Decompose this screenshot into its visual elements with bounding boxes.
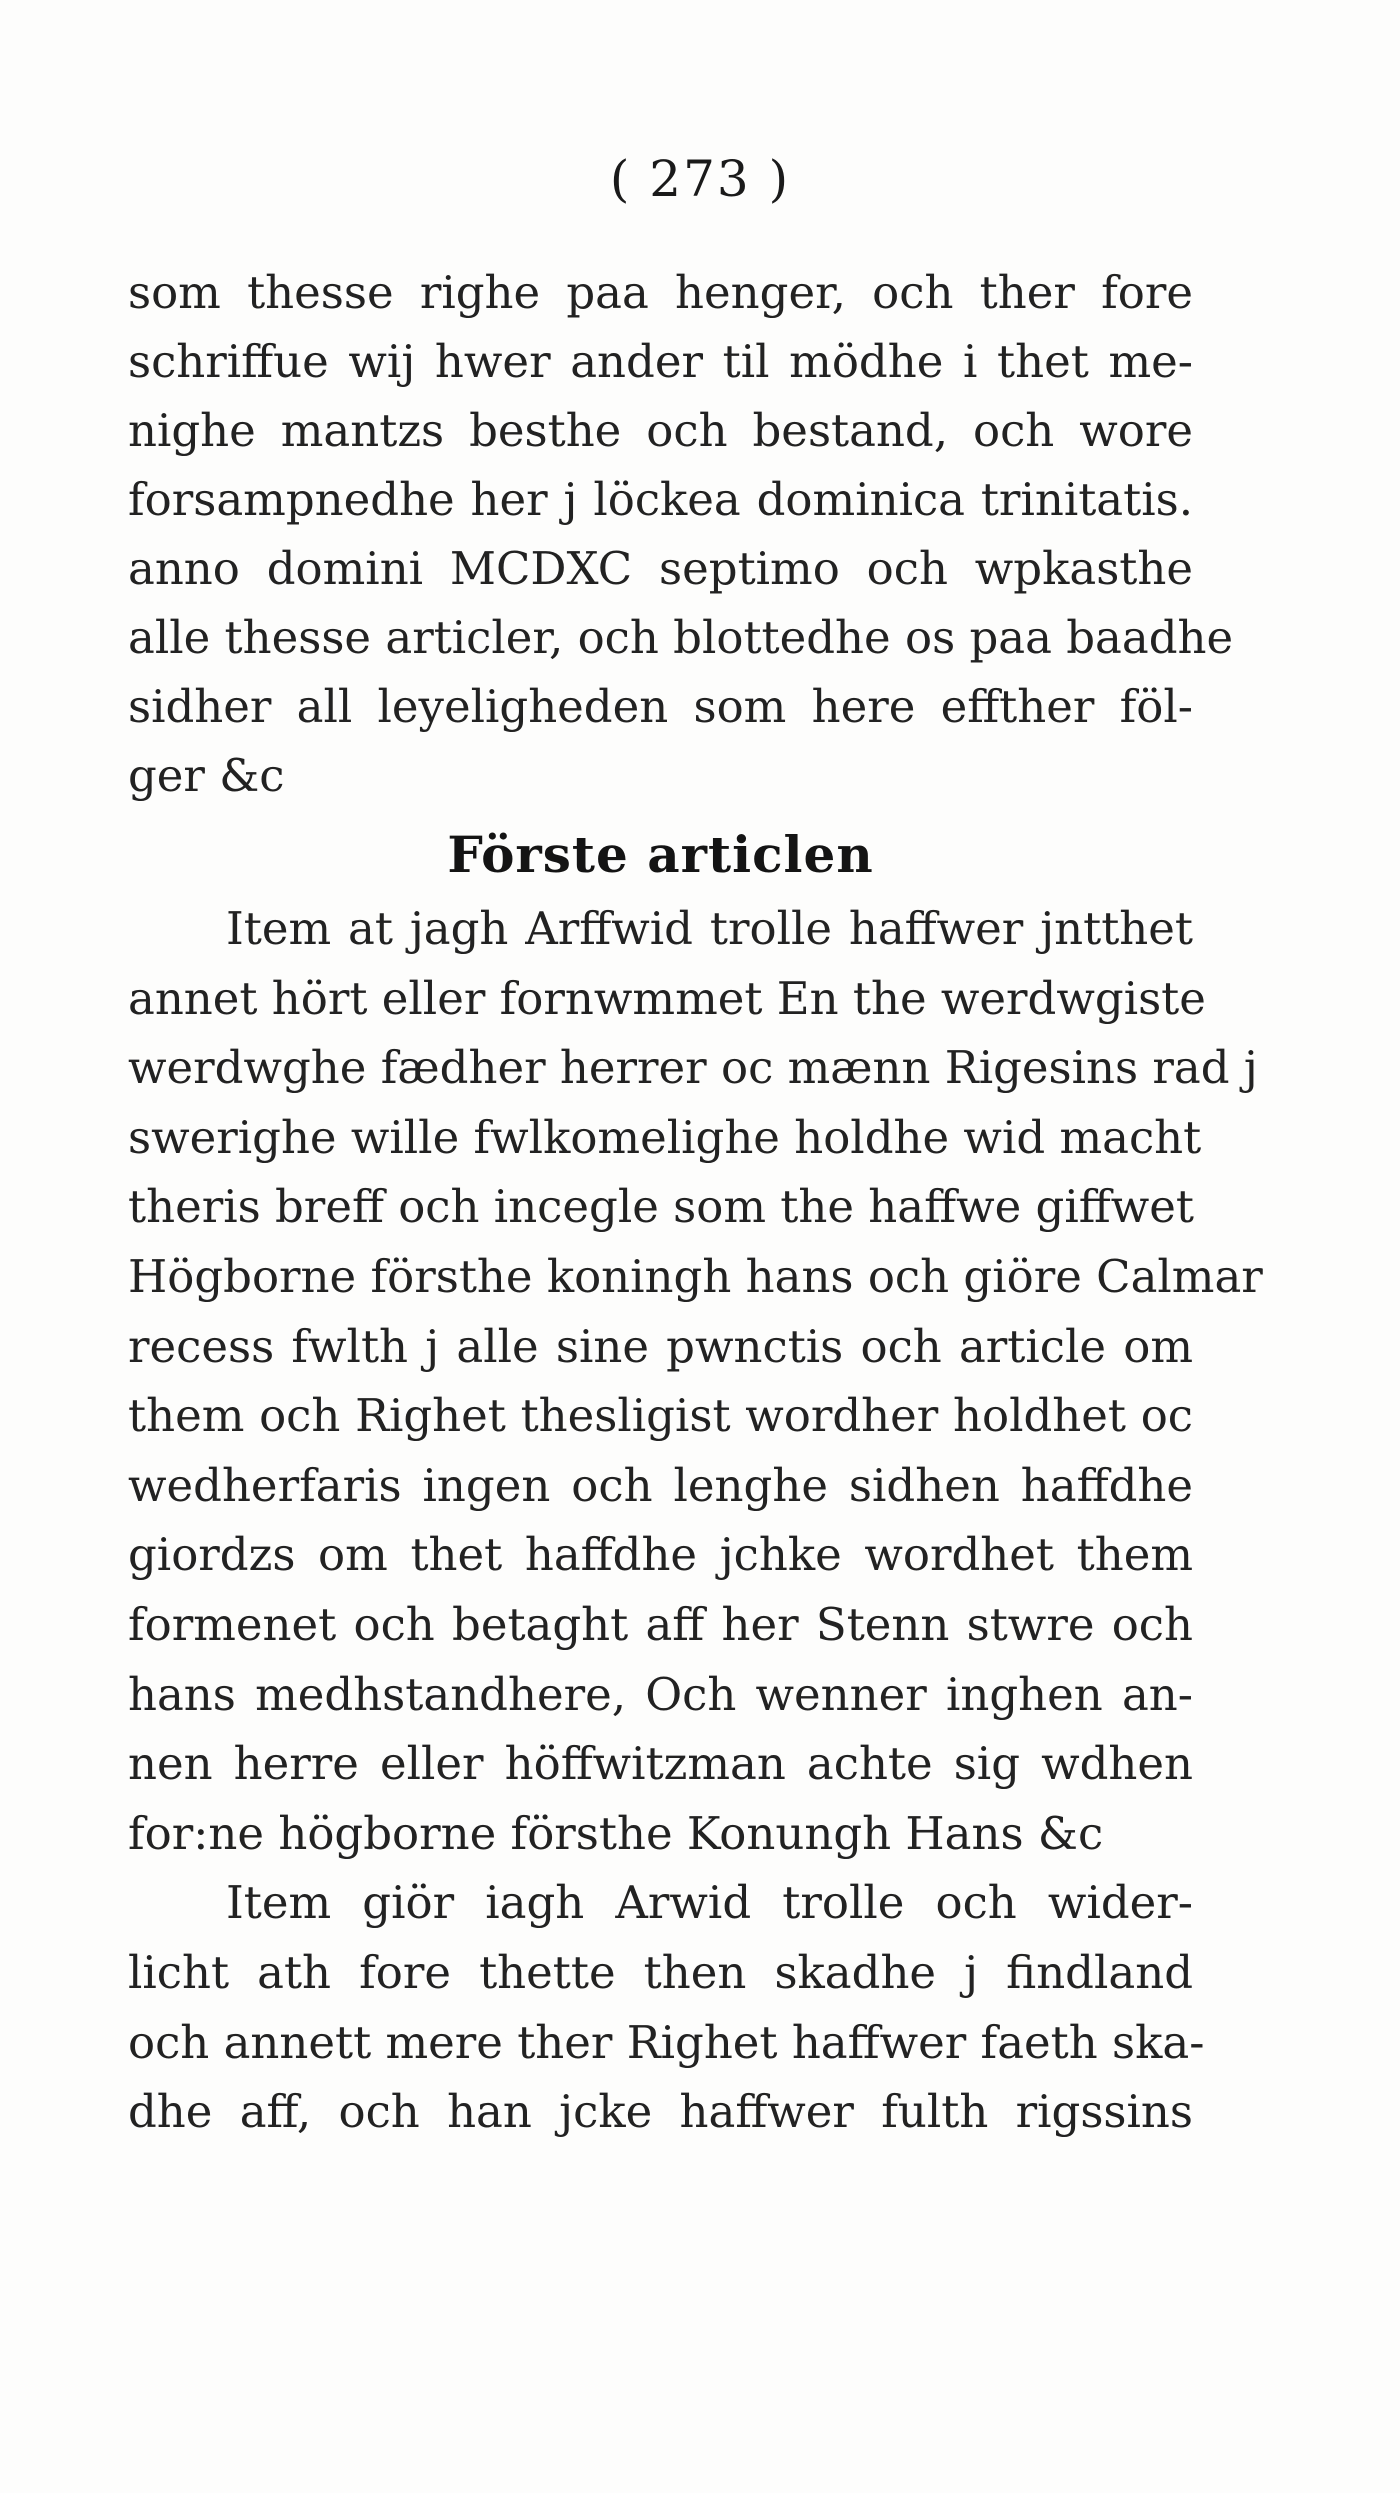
paragraph-article-2 [128,1868,1205,2146]
text-line: hans medhstandhere, Och wenner inghen an- [128,1667,1193,1721]
text-line: och annett mere ther Righet haffwer faeth ska- [128,2015,1205,2069]
text-line: anno domini MCDXC septimo och wpkasthe [128,542,1193,595]
text-line: giordzs om thet haffdhe jchke wordhet them [128,1528,1193,1582]
text-line: nighe mantzs besthe och bestand, och wore [128,404,1193,457]
text-line: licht ath fore thette then skadhe j findland [128,1945,1193,1999]
text-line: werdwghe fædher herrer oc mænn Rigesins rad j [128,1041,1258,1095]
text-line: som thesse righe paa henger, och ther fore [128,266,1193,319]
text-line: recess fwlth j alle sine pwnctis och article om [128,1319,1193,1373]
text-line: schriffue wij hwer ander til mödhe i thet me- [128,335,1193,388]
text-line: Högborne försthe koningh hans och giöre Calmar [128,1249,1263,1303]
paragraph-intro [128,258,1234,810]
text-line: nen herre eller höffwitzman achte sig wdhen [128,1737,1193,1791]
text-line: theris breff och incegle som the haffwe giffwet [128,1180,1194,1234]
text-line: for:ne högborne försthe Konungh Hans &c [128,1806,1104,1860]
text-line: formenet och betaght aff her Stenn stwre och [128,1597,1193,1651]
text-line: forsampnedhe her j löckea dominica trinitatis. [128,473,1193,526]
text-line: Item at jagh Arffwid trolle haffwer jntthet [226,902,1193,955]
text-line: dhe aff, och han jcke haffwer fulth rigssins [128,2085,1193,2139]
page-number: ( 273 ) [609,150,791,208]
text-line: them och Righet thesligist wordher holdhet oc [128,1389,1193,1443]
text-line: Item giör iagh Arwid trolle och wider- [226,1876,1193,1930]
text-line: sidher all leyeligheden som here effther föl- [128,680,1193,733]
text-line: alle thesse articler, och blottedhe os paa baadhe [128,611,1234,664]
text-line: ger &c [128,749,285,802]
text-line: annet hört eller fornwmmet En the werdwgiste [128,971,1206,1025]
text-body [128,258,1263,2147]
text-line: swerighe wille fwlkomelighe holdhe wid macht [128,1110,1202,1164]
section-heading: Förste articlen [447,825,874,884]
text-line: wedherfaris ingen och lenghe sidhen haffdhe [128,1458,1193,1512]
paragraph-article-1 [128,894,1263,1868]
